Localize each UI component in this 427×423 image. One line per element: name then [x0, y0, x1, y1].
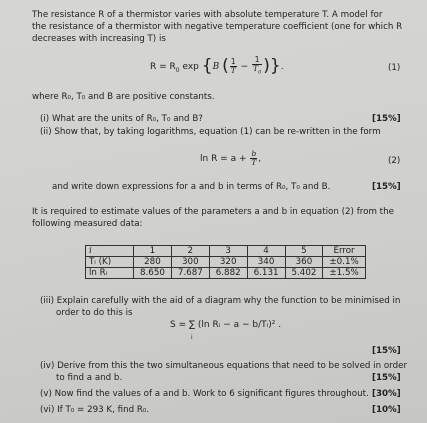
table-cell: 6.131 — [247, 268, 285, 279]
intro-line-3: decreases with increasing T) is — [32, 34, 166, 44]
frac1-den: T — [230, 66, 236, 75]
table-cell: 6.882 — [209, 268, 247, 279]
eq1-lhs: R = R — [150, 62, 176, 72]
question-i-marks: [15%] — [372, 114, 401, 124]
table-cell: 360 — [285, 257, 323, 268]
table-row-label: Tᵢ (K) — [86, 257, 134, 268]
eq1-exp: exp — [179, 62, 199, 72]
frac2-den — [252, 65, 262, 77]
question-iii-line-2: order to do this is — [56, 308, 133, 318]
frac2-num: 1 — [252, 56, 262, 65]
eq1-frac-1 — [230, 58, 237, 75]
right-brace-icon: } — [269, 56, 281, 76]
table-cell: ±1.5% — [323, 268, 365, 279]
intro-line-2: the resistance of a thermistor with negative temperature coefficient (one for which R — [32, 22, 403, 32]
eq1-minus: − — [240, 62, 249, 72]
table-row — [86, 246, 366, 257]
eq1-tail: . — [280, 62, 284, 72]
frac2-T: T — [253, 64, 259, 74]
eq2-frac — [250, 150, 257, 167]
equation-1 — [150, 56, 284, 77]
question-iii-line-1: (iii) Explain carefully with the aid of a diagram why the function to be minimised in — [40, 296, 401, 306]
question-ii-part-b: and write down expressions for a and b in terms of R₀, T₀ and B. — [52, 182, 331, 192]
table-cell: 5 — [285, 246, 323, 257]
data-table — [85, 245, 366, 279]
table-cell: 280 — [134, 257, 172, 268]
question-ii: (ii) Show that, by taking logarithms, equation (1) can be re-written in the form — [40, 127, 381, 137]
where-line: where R₀, T₀ and B are positive constants. — [32, 92, 215, 102]
question-i: (i) What are the units of R₀, T₀ and B? — [40, 114, 203, 124]
table-cell: 7.687 — [171, 268, 209, 279]
question-ii-marks: [15%] — [372, 182, 401, 192]
eq1-B: B — [212, 62, 220, 72]
table-cell: Error — [323, 246, 365, 257]
table-cell: 5.402 — [285, 268, 323, 279]
table-cell: 2 — [171, 246, 209, 257]
question-vi-marks: [10%] — [372, 405, 401, 415]
table-row — [86, 268, 366, 279]
table-cell: 320 — [209, 257, 247, 268]
frac2-sub: 0 — [258, 69, 262, 76]
frac1-num: 1 — [230, 57, 236, 66]
left-brace-icon: { — [201, 56, 213, 76]
table-cell: 3 — [209, 246, 247, 257]
estimate-line-1: It is required to estimate values of the parameters a and b in equation (2) from the — [32, 207, 394, 217]
table-row-label: ln Rᵢ — [89, 268, 108, 278]
table-row — [86, 257, 366, 268]
table-cell: 340 — [247, 257, 285, 268]
eq2-den: T — [251, 158, 257, 167]
estimate-line-2: following measured data: — [32, 219, 143, 229]
eq1-frac-2 — [252, 56, 262, 77]
question-iv-line-2: to find a and b. — [56, 373, 123, 383]
question-vi: (vi) If T₀ = 293 K, find R₀. — [40, 405, 150, 415]
equation-2-number: (2) — [388, 156, 401, 166]
sum-index: i — [191, 334, 193, 341]
question-iv-marks: [15%] — [372, 373, 401, 383]
table-cell: 4 — [247, 246, 285, 257]
equation-2 — [200, 150, 261, 167]
right-paren-icon: ) — [263, 56, 270, 76]
question-iii-marks: [15%] — [372, 346, 401, 356]
question-v-marks: [30%] — [372, 389, 401, 399]
left-paren-icon: ( — [222, 56, 229, 76]
eq2-lhs: ln R = a + — [200, 154, 247, 164]
equation-s — [170, 320, 281, 330]
table-cell: 300 — [171, 257, 209, 268]
table-cell: 1 — [134, 246, 172, 257]
equation-1-number: (1) — [388, 63, 401, 73]
table-cell: ±0.1% — [323, 257, 365, 268]
table-cell: 8.650 — [134, 268, 172, 279]
table-row-label: i — [86, 246, 134, 257]
intro-line-1: The resistance R of a thermistor varies with absolute temperature T. A model for — [32, 10, 383, 20]
eq1-sub: 0 — [175, 66, 180, 74]
question-v: (v) Now find the values of a and b. Work to 6 significant figures throughout. — [40, 389, 369, 399]
eq2-num: b — [251, 149, 257, 158]
eq2-tail: , — [258, 154, 262, 164]
equation-s-text: S = ∑ (ln Rᵢ − a − b/Tᵢ)² . — [170, 320, 282, 330]
question-iv-line-1: (iv) Derive from this the two simultaneous equations that need to be solved in order — [40, 361, 408, 371]
